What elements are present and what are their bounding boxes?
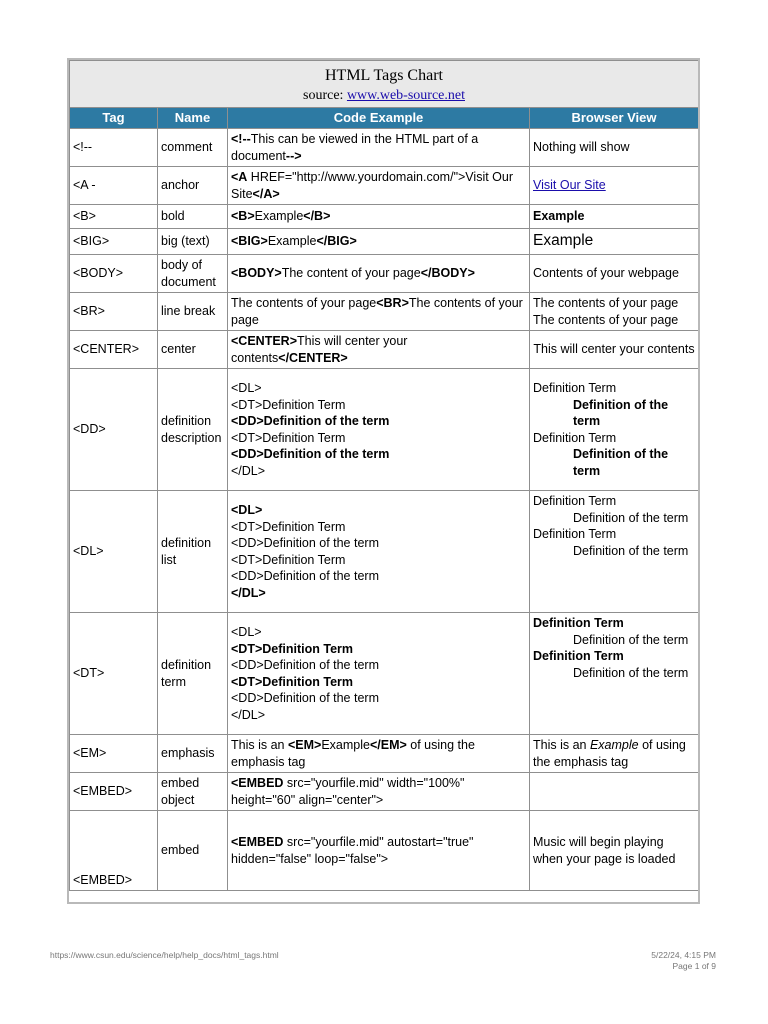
text: Definition Term: [533, 381, 617, 395]
footer-page: Page 1 of 9: [672, 961, 716, 971]
bold-text: <BODY>: [231, 266, 282, 281]
tag-cell: <B>: [70, 205, 158, 229]
table-row: [70, 293, 699, 331]
code-example-cell: [228, 229, 530, 255]
chart-title: HTML Tags Chart: [325, 66, 443, 84]
text: Music will begin playing when your page is loaded: [533, 835, 676, 866]
text: The contents of your page: [231, 296, 523, 327]
bold-text: </BIG>: [316, 234, 357, 249]
browser-view-cell: [530, 811, 699, 891]
header-tag: Tag: [70, 108, 158, 129]
bold-text: <DT>Definition Term: [231, 674, 354, 689]
footer-url: https://www.csun.edu/science/help/help_docs/html_tags.html: [50, 950, 279, 960]
name-cell: anchor: [158, 167, 228, 205]
table-row: [70, 167, 699, 205]
text: </DL>: [231, 463, 266, 478]
table-row: [70, 735, 699, 773]
text: <DT>Definition Term: [231, 397, 346, 412]
bold-text: Definition Term: [533, 649, 624, 663]
browser-view-cell: [530, 491, 699, 613]
name-cell: bold: [158, 205, 228, 229]
bold-text: <DL>: [231, 503, 263, 517]
tag-cell: <EMBED>: [70, 773, 158, 811]
text: The contents of your page: [533, 312, 679, 327]
bold-text: <A: [231, 170, 248, 184]
text: HREF="http://www.yourdomain.com/">Visit Our Site: [231, 170, 514, 201]
indented-definition: Definition of the term: [573, 397, 669, 428]
bold-text: </CENTER>: [278, 350, 348, 365]
header-row: [70, 108, 699, 129]
tag-cell: <BODY>: [70, 255, 158, 293]
tag-cell: <DL>: [70, 491, 158, 613]
bold-text: <EMBED: [231, 835, 284, 849]
text: of using the emphasis tag: [533, 738, 686, 769]
code-example-cell: [228, 293, 530, 331]
tag-cell: <BIG>: [70, 229, 158, 255]
tag-cell: <DD>: [70, 369, 158, 491]
text: Example: [254, 209, 304, 224]
browser-view-cell: [530, 773, 699, 811]
name-cell: body of document: [158, 255, 228, 293]
name-cell: definition term: [158, 613, 228, 735]
text: This will center your contents: [533, 342, 695, 357]
code-example-cell: [228, 735, 530, 773]
bold-text: <BR>: [376, 296, 409, 310]
text: Definition Term: [533, 494, 617, 508]
footer-datetime: 5/22/24, 4:15 PM: [651, 950, 716, 960]
text: <DL>: [231, 381, 262, 395]
text: This is an: [231, 738, 288, 752]
tag-cell: <BR>: [70, 293, 158, 331]
name-cell: comment: [158, 129, 228, 167]
table-row: [70, 491, 699, 613]
text: Definition Term: [533, 527, 617, 541]
name-cell: definition description: [158, 369, 228, 491]
header-code-example: Code Example: [228, 108, 530, 129]
text: Definition Term: [533, 430, 617, 445]
browser-view-cell: [530, 129, 699, 167]
tag-cell: <EMBED>: [70, 811, 158, 891]
name-cell: line break: [158, 293, 228, 331]
indented-definition: Definition of the term: [573, 665, 689, 680]
name-cell: embed: [158, 811, 228, 891]
browser-view-cell: [530, 205, 699, 229]
text: <DD>Definition of the term: [231, 691, 379, 705]
text: src="yourfile.mid" autostart="true" hidden="false" loop="false">: [231, 835, 474, 866]
html-tags-chart: [69, 60, 698, 902]
browser-view-cell: [530, 167, 699, 205]
name-cell: embed object: [158, 773, 228, 811]
browser-view-cell: [530, 293, 699, 331]
text: The contents of your page: [231, 296, 377, 310]
header-browser-view: Browser View: [530, 108, 699, 129]
indented-definition: Definition of the term: [573, 543, 689, 558]
code-example-cell: [228, 773, 530, 811]
table-row: [70, 369, 699, 491]
tag-cell: <DT>: [70, 613, 158, 735]
browser-view-cell: [530, 331, 699, 369]
code-example-cell: [228, 205, 530, 229]
browser-view-cell: [530, 735, 699, 773]
browser-view-cell: [530, 229, 699, 255]
code-example-cell: [228, 331, 530, 369]
tag-cell: <!--: [70, 129, 158, 167]
bold-text: </A>: [252, 186, 280, 201]
name-cell: center: [158, 331, 228, 369]
text: Example: [267, 234, 317, 249]
tag-cell: <EM>: [70, 735, 158, 773]
footer-meta: [651, 950, 716, 972]
bold-text: <B>: [231, 209, 255, 224]
table-row: [70, 331, 699, 369]
indented-definition: Definition of the term: [573, 510, 689, 525]
code-example-cell: [228, 491, 530, 613]
name-cell: big (text): [158, 229, 228, 255]
tag-cell: <A -: [70, 167, 158, 205]
indented-definition: Definition of the term: [573, 632, 689, 647]
big-text: Example: [533, 232, 594, 250]
source-link[interactable]: www.web-source.net: [346, 87, 465, 103]
bold-text: </DL>: [231, 585, 266, 600]
text: </DL>: [231, 707, 266, 722]
bold-text: </B>: [303, 209, 331, 224]
text: src="yourfile.mid" width="100%" height="60" align="center">: [231, 776, 465, 807]
bold-text: </BODY>: [420, 266, 475, 281]
code-example-cell: [228, 167, 530, 205]
text: <DT>Definition Term: [231, 430, 346, 445]
browser-view-cell: [530, 369, 699, 491]
table-row: [70, 255, 699, 293]
header-name: Name: [158, 108, 228, 129]
bold-text: <EM>: [287, 738, 322, 752]
source-label: source:: [303, 87, 344, 103]
bold-text: <CENTER>: [231, 334, 297, 348]
bold-text: Definition Term: [533, 616, 624, 630]
bold-text: <DD>Definition of the term: [231, 414, 390, 428]
bold-text: -->: [285, 148, 302, 163]
text: <DD>Definition of the term: [231, 658, 379, 672]
name-cell: definition list: [158, 491, 228, 613]
table-row: [70, 613, 699, 735]
bold-text: <DD>Definition of the term: [231, 447, 390, 461]
bold-text: <BIG>: [231, 234, 268, 249]
text: Nothing will show: [533, 140, 630, 155]
table-row: [70, 811, 699, 891]
text: This can be viewed in the HTML part of a document: [231, 132, 479, 163]
table-row: [70, 205, 699, 229]
text: <DD>Definition of the term: [231, 536, 379, 550]
text: <DT>Definition Term: [231, 519, 346, 534]
text: of using the emphasis tag: [231, 738, 475, 769]
table-row: [70, 773, 699, 811]
bold-text: <!--: [231, 132, 251, 146]
italic-text: Example: [589, 738, 639, 752]
bold-text: </EM>: [369, 738, 407, 752]
code-example-cell: [228, 811, 530, 891]
chart-source: [70, 86, 698, 105]
text: This will center your contents: [231, 334, 408, 365]
text: The contents of your page: [533, 296, 679, 310]
name-cell: emphasis: [158, 735, 228, 773]
code-example-cell: [228, 129, 530, 167]
indented-definition: Definition of the term: [573, 447, 669, 478]
table-row: [70, 129, 699, 167]
bold-text: Example: [533, 209, 585, 224]
table-row: [70, 229, 699, 255]
code-example-cell: [228, 255, 530, 293]
browser-view-cell: [530, 255, 699, 293]
text: The content of your page: [281, 266, 421, 281]
tags-table: [69, 60, 698, 891]
code-example-cell: [228, 613, 530, 735]
browser-view-cell: [530, 613, 699, 735]
tag-cell: <CENTER>: [70, 331, 158, 369]
text: This is an: [533, 738, 590, 752]
anchor-link[interactable]: Visit Our Site: [533, 178, 606, 193]
bold-text: <DT>Definition Term: [231, 641, 354, 656]
chart-title-cell: [70, 61, 699, 108]
text: Example: [321, 738, 370, 752]
text: <DD>Definition of the term: [231, 569, 379, 583]
text: Contents of your webpage: [533, 266, 679, 281]
text: <DT>Definition Term: [231, 552, 346, 567]
code-example-cell: [228, 369, 530, 491]
text: <DL>: [231, 625, 262, 639]
bold-text: <EMBED: [231, 776, 284, 790]
